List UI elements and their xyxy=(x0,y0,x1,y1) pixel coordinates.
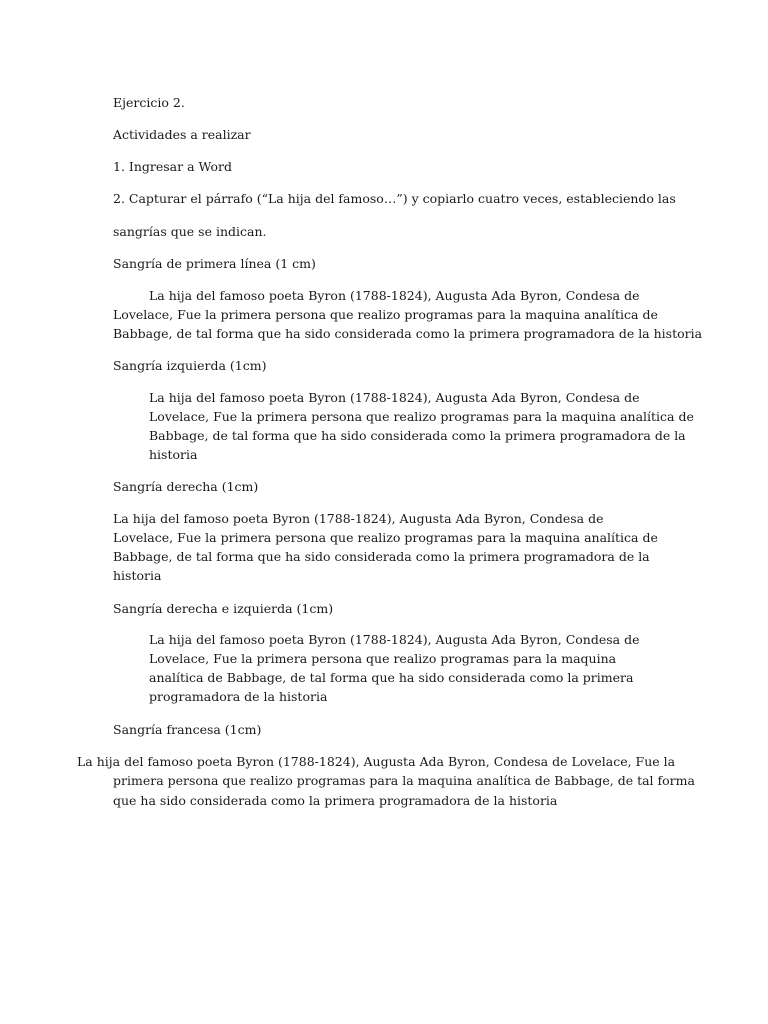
paragraph-line: La hija del famoso poeta Byron (1788-1824), Augusta Ada Byron, Condesa de xyxy=(149,632,640,647)
activities-label: Actividades a realizar xyxy=(113,127,251,142)
paragraph-line: primera persona que realizo programas para la maquina analítica de Babbage, de tal forma xyxy=(113,773,695,788)
paragraph-line: Babbage, de tal forma que ha sido considerada como la primera programadora de la xyxy=(149,428,686,443)
paragraph-line: historia xyxy=(149,447,198,462)
section-title-first-line-indent: Sangría de primera línea (1 cm) xyxy=(113,256,316,271)
paragraph-line: Babbage, de tal forma que ha sido considerada como la primera programadora de la historia xyxy=(113,326,703,341)
paragraph-line: Lovelace, Fue la primera persona que realizo programas para la maquina analítica de xyxy=(149,409,694,424)
paragraph-line: historia xyxy=(113,568,162,583)
paragraph-line: La hija del famoso poeta Byron (1788-1824), Augusta Ada Byron, Condesa de xyxy=(113,511,604,526)
paragraph-line: La hija del famoso poeta Byron (1788-1824), Augusta Ada Byron, Condesa de Lovelace, Fue la xyxy=(77,754,676,769)
exercise-heading: Ejercicio 2. xyxy=(113,95,185,110)
paragraph-line: Lovelace, Fue la primera persona que realizo programas para la maquina analítica de xyxy=(113,307,658,322)
paragraph-line: La hija del famoso poeta Byron (1788-1824), Augusta Ada Byron, Condesa de xyxy=(149,390,640,405)
paragraph-line: Lovelace, Fue la primera persona que realizo programas para la maquina analítica de xyxy=(113,530,658,545)
step-2-line-1: 2. Capturar el párrafo (“La hija del famoso…”) y copiarlo cuatro veces, estableciendo las xyxy=(113,191,676,206)
paragraph-line: analítica de Babbage, de tal forma que ha sido considerada como la primera xyxy=(149,670,634,685)
paragraph-line: Lovelace, Fue la primera persona que realizo programas para la maquina xyxy=(149,651,617,666)
step-1: 1. Ingresar a Word xyxy=(113,159,233,174)
section-title-left-indent: Sangría izquierda (1cm) xyxy=(113,358,267,373)
step-2-line-2: sangrías que se indican. xyxy=(113,224,267,239)
section-title-left-right-indent: Sangría derecha e izquierda (1cm) xyxy=(113,601,334,616)
paragraph-line: programadora de la historia xyxy=(149,689,328,704)
paragraph-line: Babbage, de tal forma que ha sido considerada como la primera programadora de la xyxy=(113,549,650,564)
section-title-right-indent: Sangría derecha (1cm) xyxy=(113,479,259,494)
section-title-hanging-indent: Sangría francesa (1cm) xyxy=(113,722,262,737)
paragraph-line: La hija del famoso poeta Byron (1788-1824), Augusta Ada Byron, Condesa de xyxy=(149,288,640,303)
paragraph-line: que ha sido considerada como la primera programadora de la historia xyxy=(113,793,558,808)
